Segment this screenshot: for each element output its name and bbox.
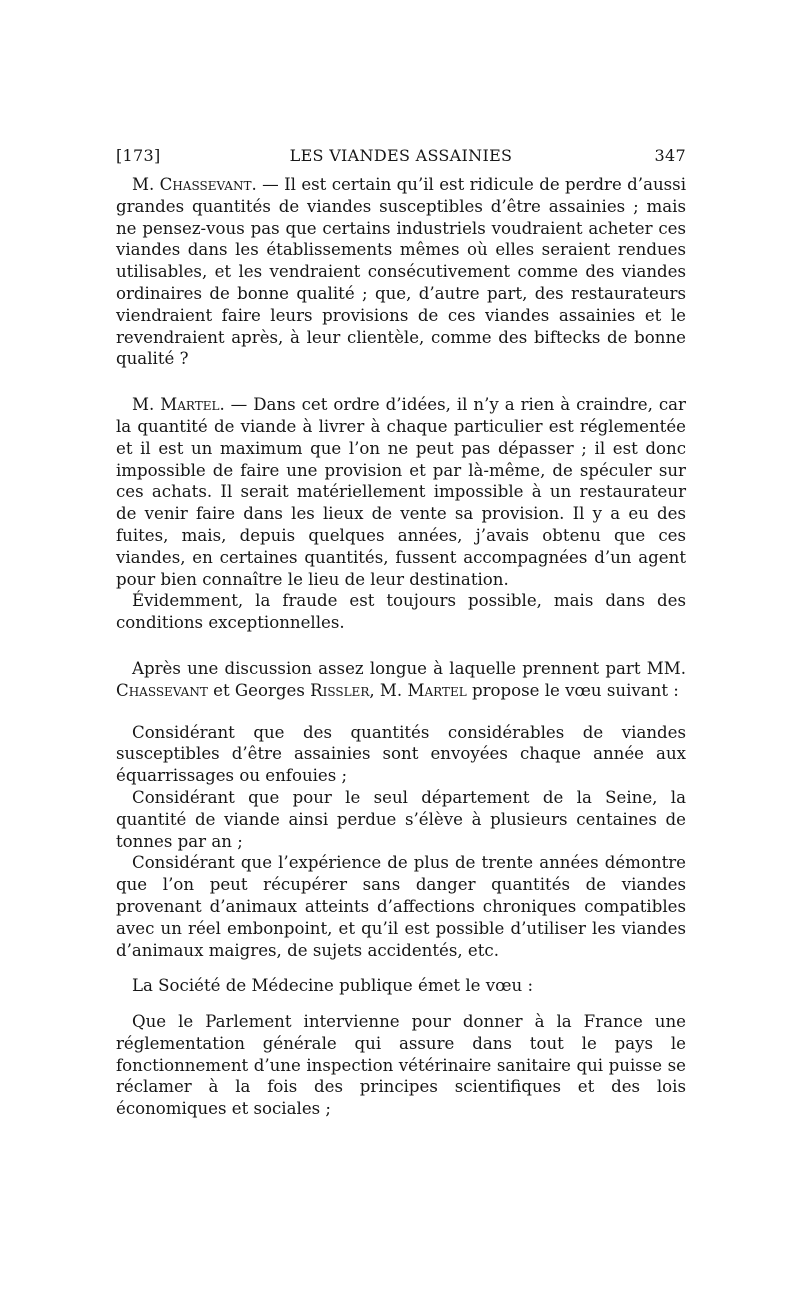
paragraph-text: — Il est certain qu’il est ridicule de perdre d’aussi grandes quantités de viandes susceptibles d’être assainies ; mais ne pensez-vous pas que certains industriels voudraient acheter ces viandes dans les établissements mêmes où elles seraient rendues utilisables, et les vendraient consécutivement comme des viandes ordinaires de bonne qualité ; que, d’autre part, des restaurateurs viendraient faire leurs provisions de ces viandes assainies et le revendraient après, à leur clientèle, comme des biftecks de bonne qualité ? xyxy=(116,175,686,369)
paragraph-fraude: Évidemment, la fraude est toujours possible, mais dans des conditions exceptionnelles. xyxy=(116,591,686,633)
person-name: Chassevant xyxy=(116,680,208,700)
paragraph-considerant-1: Considérant que des quantités considérables de viandes susceptibles d’être assainies sont envoyées chaque année aux équarrissages ou enfouies ; xyxy=(116,722,686,786)
paragraph-voeu-intro: La Société de Médecine publique émet le vœu : xyxy=(132,976,534,996)
person-name: Martel xyxy=(407,680,467,700)
speaker-name: M. Chassevant. xyxy=(132,175,257,194)
page xyxy=(116,146,686,1120)
speaker-name: M. Martel. xyxy=(132,395,225,415)
person-name: Rissler xyxy=(310,680,370,700)
paragraph-considerant-2: Considérant que pour le seul département de la Seine, la quantité de viande ainsi perdue s’élève à plusieurs centaines de tonnes par an ; xyxy=(116,787,686,851)
page-reference: [173] xyxy=(116,146,161,165)
paragraph-chassevant xyxy=(116,174,686,370)
running-head xyxy=(116,146,686,174)
page-number: 347 xyxy=(654,146,686,165)
paragraph-discussion: Après une discussion assez longue à laquelle prennent part MM. Chassevant et Georges Rissler, M. Martel propose le vœu suivant : xyxy=(116,658,686,700)
running-title: LES VIANDES ASSAINIES xyxy=(289,146,513,165)
paragraph-considerant-3: Considérant que l’expérience de plus de trente années démontre que l’on peut récupérer sans danger quantités de viandes provenant d’animaux atteints d’affections chroniques compatibles avec un réel embonpoint, et qu’il est possible d’utiliser les viandes d’animaux maigres, de sujets accidentés, etc. xyxy=(116,853,686,960)
paragraph-voeu-text: Que le Parlement intervienne pour donner à la France une réglementation générale qui assure dans tout le pays le fonctionnement d’une inspection vétérinaire sanitaire qui puisse se réclamer à la fois des principes scientifiques et des lois économiques et sociales ; xyxy=(116,1012,686,1119)
paragraph-martel xyxy=(116,394,686,590)
paragraph-text: — Dans cet ordre d’idées, il n’y a rien à craindre, car la quantité de viande à livrer à chaque particulier est réglementée et il est un maximum que l’on ne peut pas dépasser ; il est donc impossible de faire une provision et par là-même, de spéculer sur ces achats. Il serait matériellement impossible à un restaurateur de venir faire dans les lieux de vente sa provision. Il y a eu des fuites, mais, depuis quelques années, j’avais obtenu que ces viandes, en certaines quantités, fussent accompagnées d’un agent pour bien connaître le lieu de leur destination. xyxy=(116,395,686,589)
